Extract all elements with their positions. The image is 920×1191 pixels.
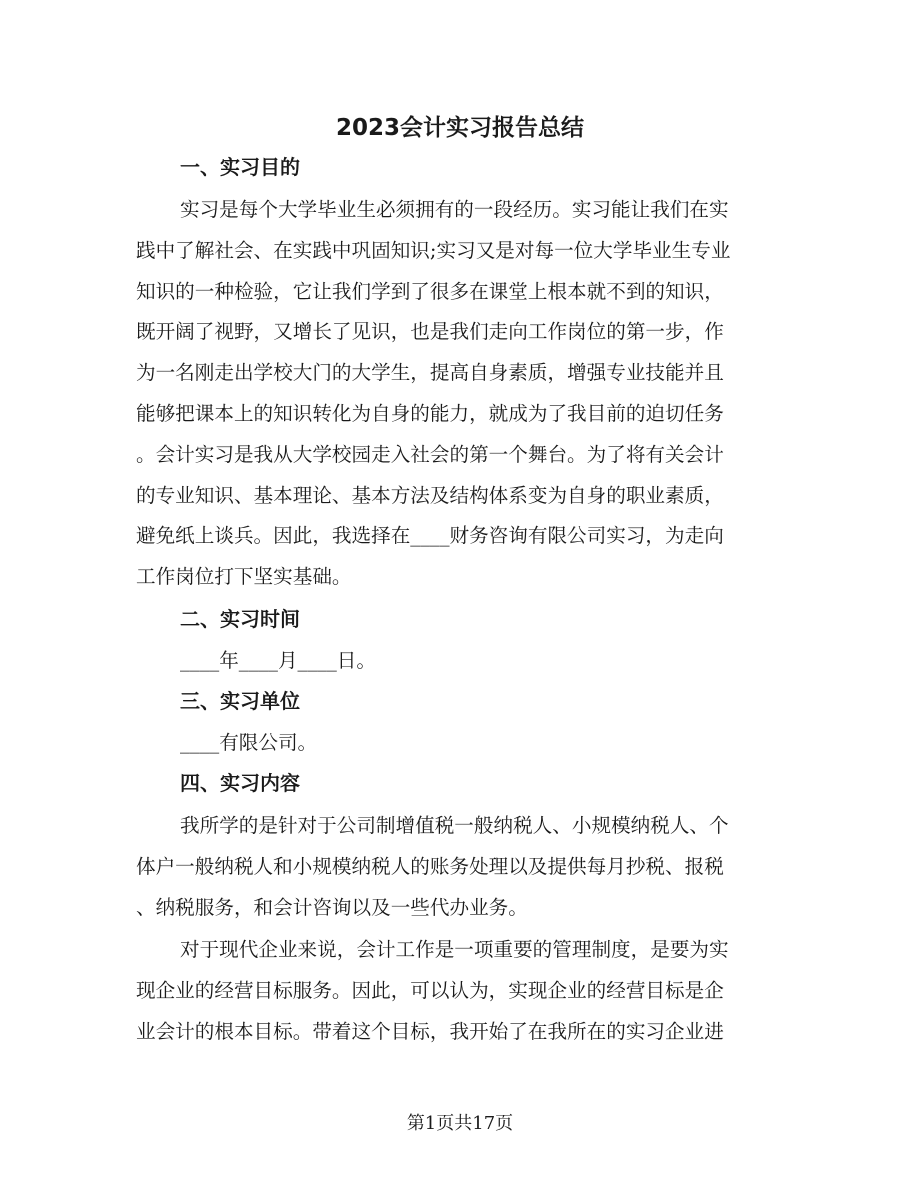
text-line: 、纳税服务，和会计咨询以及一些代办业务。 bbox=[136, 895, 528, 919]
section-heading-purpose: 一、实习目的 bbox=[180, 155, 300, 179]
text-line: 避免纸上谈兵。因此，我选择在____财务咨询有限公司实习，为走向 bbox=[136, 524, 724, 548]
internship-time-text: ____年____月____日。 bbox=[180, 649, 376, 672]
text-line: 践中了解社会、在实践中巩固知识;实习又是对每一位大学毕业生专业 bbox=[136, 238, 731, 262]
section-heading-content: 四、实习内容 bbox=[180, 771, 300, 795]
internship-unit-text: ____有限公司。 bbox=[180, 731, 318, 754]
text-line: 实习是每个大学毕业生必须拥有的一段经历。实习能让我们在实 bbox=[180, 198, 729, 221]
text-line: 我所学的是针对于公司制增值税一般纳税人、小规模纳税人、个 bbox=[180, 814, 729, 837]
paragraph-purpose bbox=[136, 190, 776, 598]
section-heading-time: 二、实习时间 bbox=[180, 607, 300, 631]
text-line: 对于现代企业来说，会计工作是一项重要的管理制度，是要为实 bbox=[180, 938, 729, 961]
text-line: 的专业知识、基本理论、基本方法及结构体系变为自身的职业素质， bbox=[136, 483, 724, 507]
text-line: 业会计的根本目标。带着这个目标，我开始了在我所在的实习企业进 bbox=[136, 1019, 724, 1043]
text-line: 现企业的经营目标服务。因此，可以认为，实现企业的经营目标是企 bbox=[136, 978, 724, 1002]
text-line: 工作岗位打下坚实基础。 bbox=[136, 565, 352, 589]
text-line: 为一名刚走出学校大门的大学生，提高自身素质，增强专业技能并且 bbox=[136, 361, 724, 385]
paragraph-content-1 bbox=[136, 806, 776, 928]
text-line: 能够把课本上的知识转化为自身的能力，就成为了我目前的迫切任务 bbox=[136, 401, 724, 425]
text-line: 既开阔了视野，又增长了见识，也是我们走向工作岗位的第一步，作 bbox=[136, 320, 724, 344]
text-line: 知识的一种检验，它让我们学到了很多在课堂上根本就不到的知识， bbox=[136, 279, 724, 303]
text-line: 。会计实习是我从大学校园走入社会的第一个舞台。为了将有关会计 bbox=[136, 442, 724, 466]
section-heading-unit: 三、实习单位 bbox=[180, 689, 300, 713]
text-line: 体户一般纳税人和小规模纳税人的账务处理以及提供每月抄税、报税 bbox=[136, 854, 724, 878]
paragraph-content-2 bbox=[136, 930, 776, 1052]
page-number-footer: 第1页共17页 bbox=[406, 1113, 514, 1134]
document-title: 2023会计实习报告总结 bbox=[335, 115, 584, 141]
